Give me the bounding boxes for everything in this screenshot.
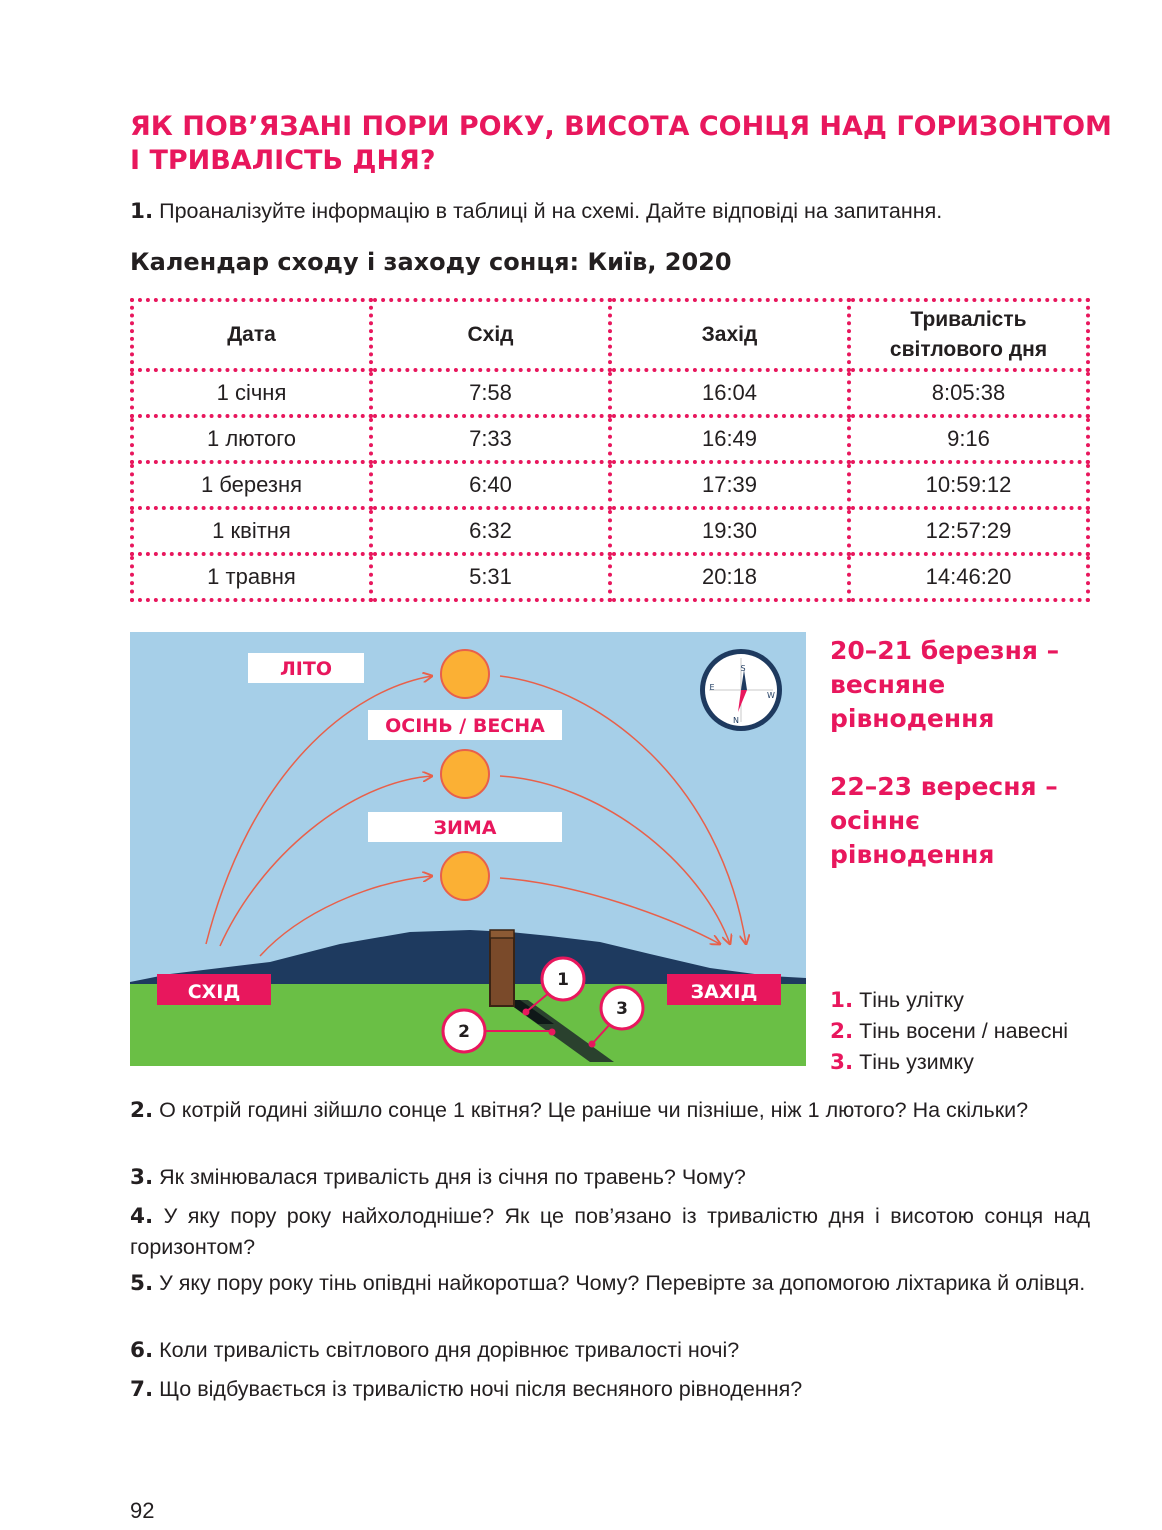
cell-sunset: 16:04 bbox=[610, 370, 849, 416]
legend-text: Тінь узимку bbox=[853, 1050, 974, 1074]
question-number: 6. bbox=[130, 1338, 154, 1363]
cell-date: 1 квітня bbox=[132, 508, 371, 554]
table-row bbox=[132, 462, 1088, 508]
table-row bbox=[132, 508, 1088, 554]
legend-item bbox=[830, 1047, 1068, 1078]
legend-number: 3. bbox=[830, 1050, 854, 1075]
compass-s: S bbox=[740, 664, 746, 673]
spring-equinox-line-2: весняне bbox=[830, 670, 946, 699]
callout-3-dot bbox=[589, 1041, 596, 1048]
cell-day-length: 12:57:29 bbox=[849, 508, 1088, 554]
legend-text: Тінь улітку bbox=[853, 988, 964, 1012]
cell-date: 1 січня bbox=[132, 370, 371, 416]
callout-2-dot bbox=[549, 1029, 556, 1036]
page-title bbox=[130, 110, 1112, 178]
east-label: СХІД bbox=[187, 981, 241, 1003]
callout-1-dot bbox=[523, 1009, 530, 1016]
compass-e: E bbox=[709, 683, 715, 692]
sunrise-sunset-table bbox=[130, 298, 1090, 602]
task-1 bbox=[130, 196, 1090, 227]
autumn-equinox-note bbox=[830, 770, 1058, 872]
summer-sun-icon bbox=[441, 650, 489, 698]
legend-number: 2. bbox=[830, 1019, 854, 1044]
cell-date: 1 березня bbox=[132, 462, 371, 508]
question-4 bbox=[130, 1201, 1090, 1263]
pole-top bbox=[490, 930, 514, 938]
question-3 bbox=[130, 1162, 1090, 1193]
legend-item bbox=[830, 1016, 1068, 1047]
equinox-sun-icon bbox=[441, 750, 489, 798]
question-text: Як змінювалася тривалість дня із січня по травень? Чому? bbox=[153, 1165, 746, 1189]
question-number: 3. bbox=[130, 1165, 154, 1190]
question-2 bbox=[130, 1095, 1090, 1126]
question-number: 5. bbox=[130, 1271, 154, 1296]
question-text: Коли тривалість світлового дня дорівнює тривалості ночі? bbox=[153, 1338, 740, 1362]
autumn-equinox-line-1: 22–23 вересня – bbox=[830, 772, 1058, 801]
cell-sunset: 17:39 bbox=[610, 462, 849, 508]
question-text: Що відбувається із тривалістю ночі після весняного рівнодення? bbox=[153, 1377, 803, 1401]
cell-day-length: 10:59:12 bbox=[849, 462, 1088, 508]
legend-number: 1. bbox=[830, 988, 854, 1013]
compass-n: N bbox=[733, 716, 739, 725]
spring-equinox-note bbox=[830, 634, 1059, 736]
cell-sunset: 16:49 bbox=[610, 416, 849, 462]
question-7 bbox=[130, 1374, 1090, 1405]
legend-item bbox=[830, 985, 1068, 1016]
cell-date: 1 травня bbox=[132, 554, 371, 600]
callout-3-number: 3 bbox=[616, 999, 628, 1019]
header-day-length: Тривалість світлового дня bbox=[849, 300, 1088, 370]
winter-sun-icon bbox=[441, 852, 489, 900]
pole bbox=[490, 934, 514, 1006]
winter-label: ЗИМА bbox=[433, 817, 497, 839]
table-row bbox=[132, 370, 1088, 416]
callout-2-line bbox=[485, 1031, 550, 1032]
summer-label: ЛІТО bbox=[280, 658, 332, 680]
spring-equinox-line-3: рівнодення bbox=[830, 704, 995, 733]
question-5 bbox=[130, 1268, 1090, 1299]
compass-w: W bbox=[767, 691, 775, 700]
question-number: 2. bbox=[130, 1098, 154, 1123]
table-row bbox=[132, 554, 1088, 600]
cell-day-length: 8:05:38 bbox=[849, 370, 1088, 416]
callout-2-number: 2 bbox=[458, 1022, 470, 1042]
task-number: 1. bbox=[130, 199, 154, 224]
cell-sunrise: 6:40 bbox=[371, 462, 610, 508]
header-date: Дата bbox=[132, 300, 371, 370]
table-caption: Календар сходу і заходу сонця: Київ, 2020 bbox=[130, 248, 732, 276]
autumn-equinox-line-2: осіннє bbox=[830, 806, 920, 835]
question-text: У яку пору року тінь опівдні найкоротша? Чому? Перевірте за допомогою ліхтарика й олівця. bbox=[153, 1271, 1086, 1295]
compass-icon bbox=[700, 649, 782, 731]
cell-sunset: 19:30 bbox=[610, 508, 849, 554]
cell-sunrise: 6:32 bbox=[371, 508, 610, 554]
cell-sunrise: 5:31 bbox=[371, 554, 610, 600]
cell-day-length: 9:16 bbox=[849, 416, 1088, 462]
legend-text: Тінь восени / навесні bbox=[853, 1019, 1069, 1043]
spring-equinox-line-1: 20–21 березня – bbox=[830, 636, 1060, 665]
question-text: У яку пору року найхолодніше? Як це пов’язано із тривалістю дня і висотою сонця над горизонтом? bbox=[130, 1204, 1090, 1259]
autumn-equinox-line-3: рівнодення bbox=[830, 840, 995, 869]
header-sunset: Захід bbox=[610, 300, 849, 370]
task-text: Проаналізуйте інформацію в таблиці й на схемі. Дайте відповіді на запитання. bbox=[153, 199, 943, 223]
page-number: 92 bbox=[130, 1498, 155, 1523]
table-row bbox=[132, 416, 1088, 462]
cell-sunrise: 7:33 bbox=[371, 416, 610, 462]
cell-sunset: 20:18 bbox=[610, 554, 849, 600]
west-label: ЗАХІД bbox=[690, 981, 758, 1003]
question-number: 4. bbox=[130, 1204, 154, 1229]
cell-day-length: 14:46:20 bbox=[849, 554, 1088, 600]
shadow-legend bbox=[830, 985, 1068, 1078]
cell-sunrise: 7:58 bbox=[371, 370, 610, 416]
question-text: О котрій годині зійшло сонце 1 квітня? Це раніше чи пізніше, ніж 1 лютого? На скільки? bbox=[153, 1098, 1029, 1122]
title-line-1: ЯК ПОВ’ЯЗАНІ ПОРИ РОКУ, ВИСОТА СОНЦЯ НАД ГОРИЗОНТОМ bbox=[130, 111, 1112, 142]
question-number: 7. bbox=[130, 1377, 154, 1402]
title-line-2: І ТРИВАЛІСТЬ ДНЯ? bbox=[130, 145, 436, 176]
header-sunrise: Схід bbox=[371, 300, 610, 370]
autumn-spring-label: ОСІНЬ / ВЕСНА bbox=[385, 715, 545, 737]
question-6 bbox=[130, 1335, 1090, 1366]
cell-date: 1 лютого bbox=[132, 416, 371, 462]
callout-1-number: 1 bbox=[557, 970, 569, 990]
sun-path-diagram bbox=[130, 632, 806, 1066]
table-header-row bbox=[132, 300, 1088, 370]
